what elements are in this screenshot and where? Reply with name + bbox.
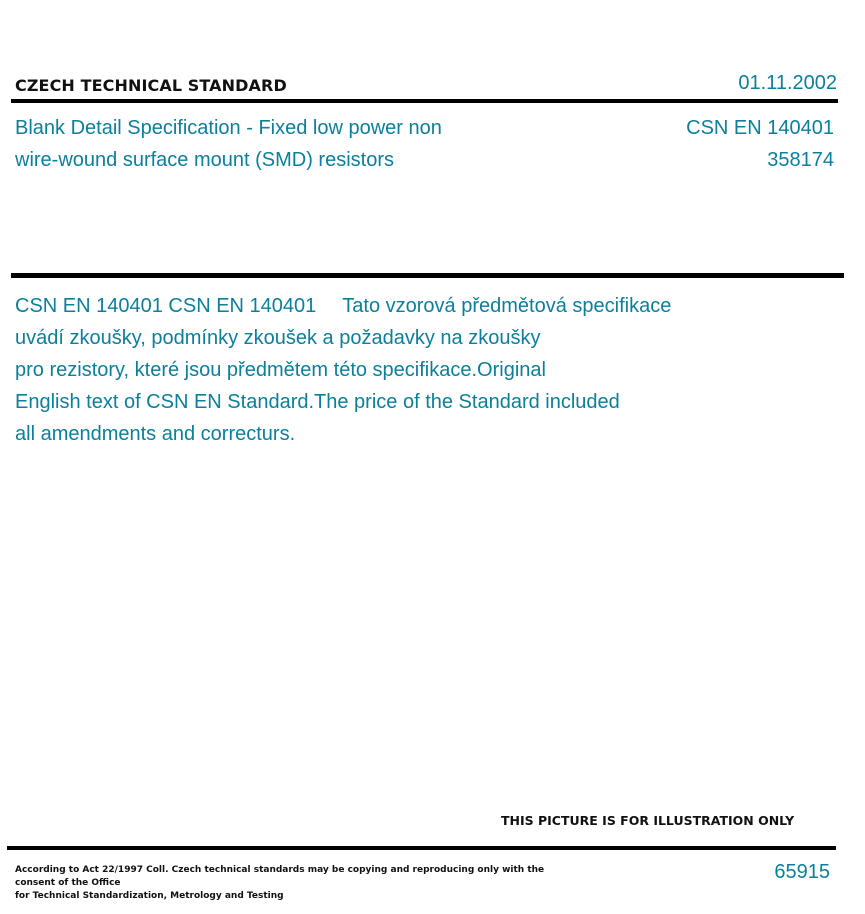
description-text-start: Tato vzorová předmětová specifikace <box>342 295 672 317</box>
legal-notice <box>15 864 585 903</box>
legal-notice-line-1: According to Act 22/1997 Coll. Czech technical standards may be copying and reproducing only with the consent of the Office <box>15 865 545 888</box>
standard-label: CZECH TECHNICAL STANDARD <box>15 76 287 95</box>
description-line-4: English text of CSN EN Standard.The price of the Standard included <box>15 391 620 413</box>
description-block <box>15 290 775 450</box>
section-rule <box>11 273 844 278</box>
description-line-5: all amendments and correcturs. <box>15 423 296 445</box>
illustration-note: THIS PICTURE IS FOR ILLUSTRATION ONLY <box>501 813 795 828</box>
description-line-3: pro rezistory, které jsou předmětem této specifikace.Original <box>15 359 546 381</box>
legal-notice-line-2: for Technical Standardization, Metrology and Testing <box>15 891 284 901</box>
footer-rule <box>7 846 836 850</box>
standard-code: CSN EN 140401 <box>686 117 834 139</box>
title-line-1: Blank Detail Specification - Fixed low power non <box>15 117 442 139</box>
description-line-1 <box>15 290 775 322</box>
description-reference: CSN EN 140401 CSN EN 140401 <box>15 295 317 317</box>
catalog-number: 358174 <box>767 149 834 171</box>
description-line-2: uvádí zkoušky, podmínky zkoušek a požadavky na zkoušky <box>15 327 541 349</box>
footer-code: 65915 <box>774 861 830 883</box>
issue-date: 01.11.2002 <box>738 72 837 94</box>
title-line-2: wire-wound surface mount (SMD) resistors <box>15 149 394 171</box>
header-rule <box>11 99 838 103</box>
